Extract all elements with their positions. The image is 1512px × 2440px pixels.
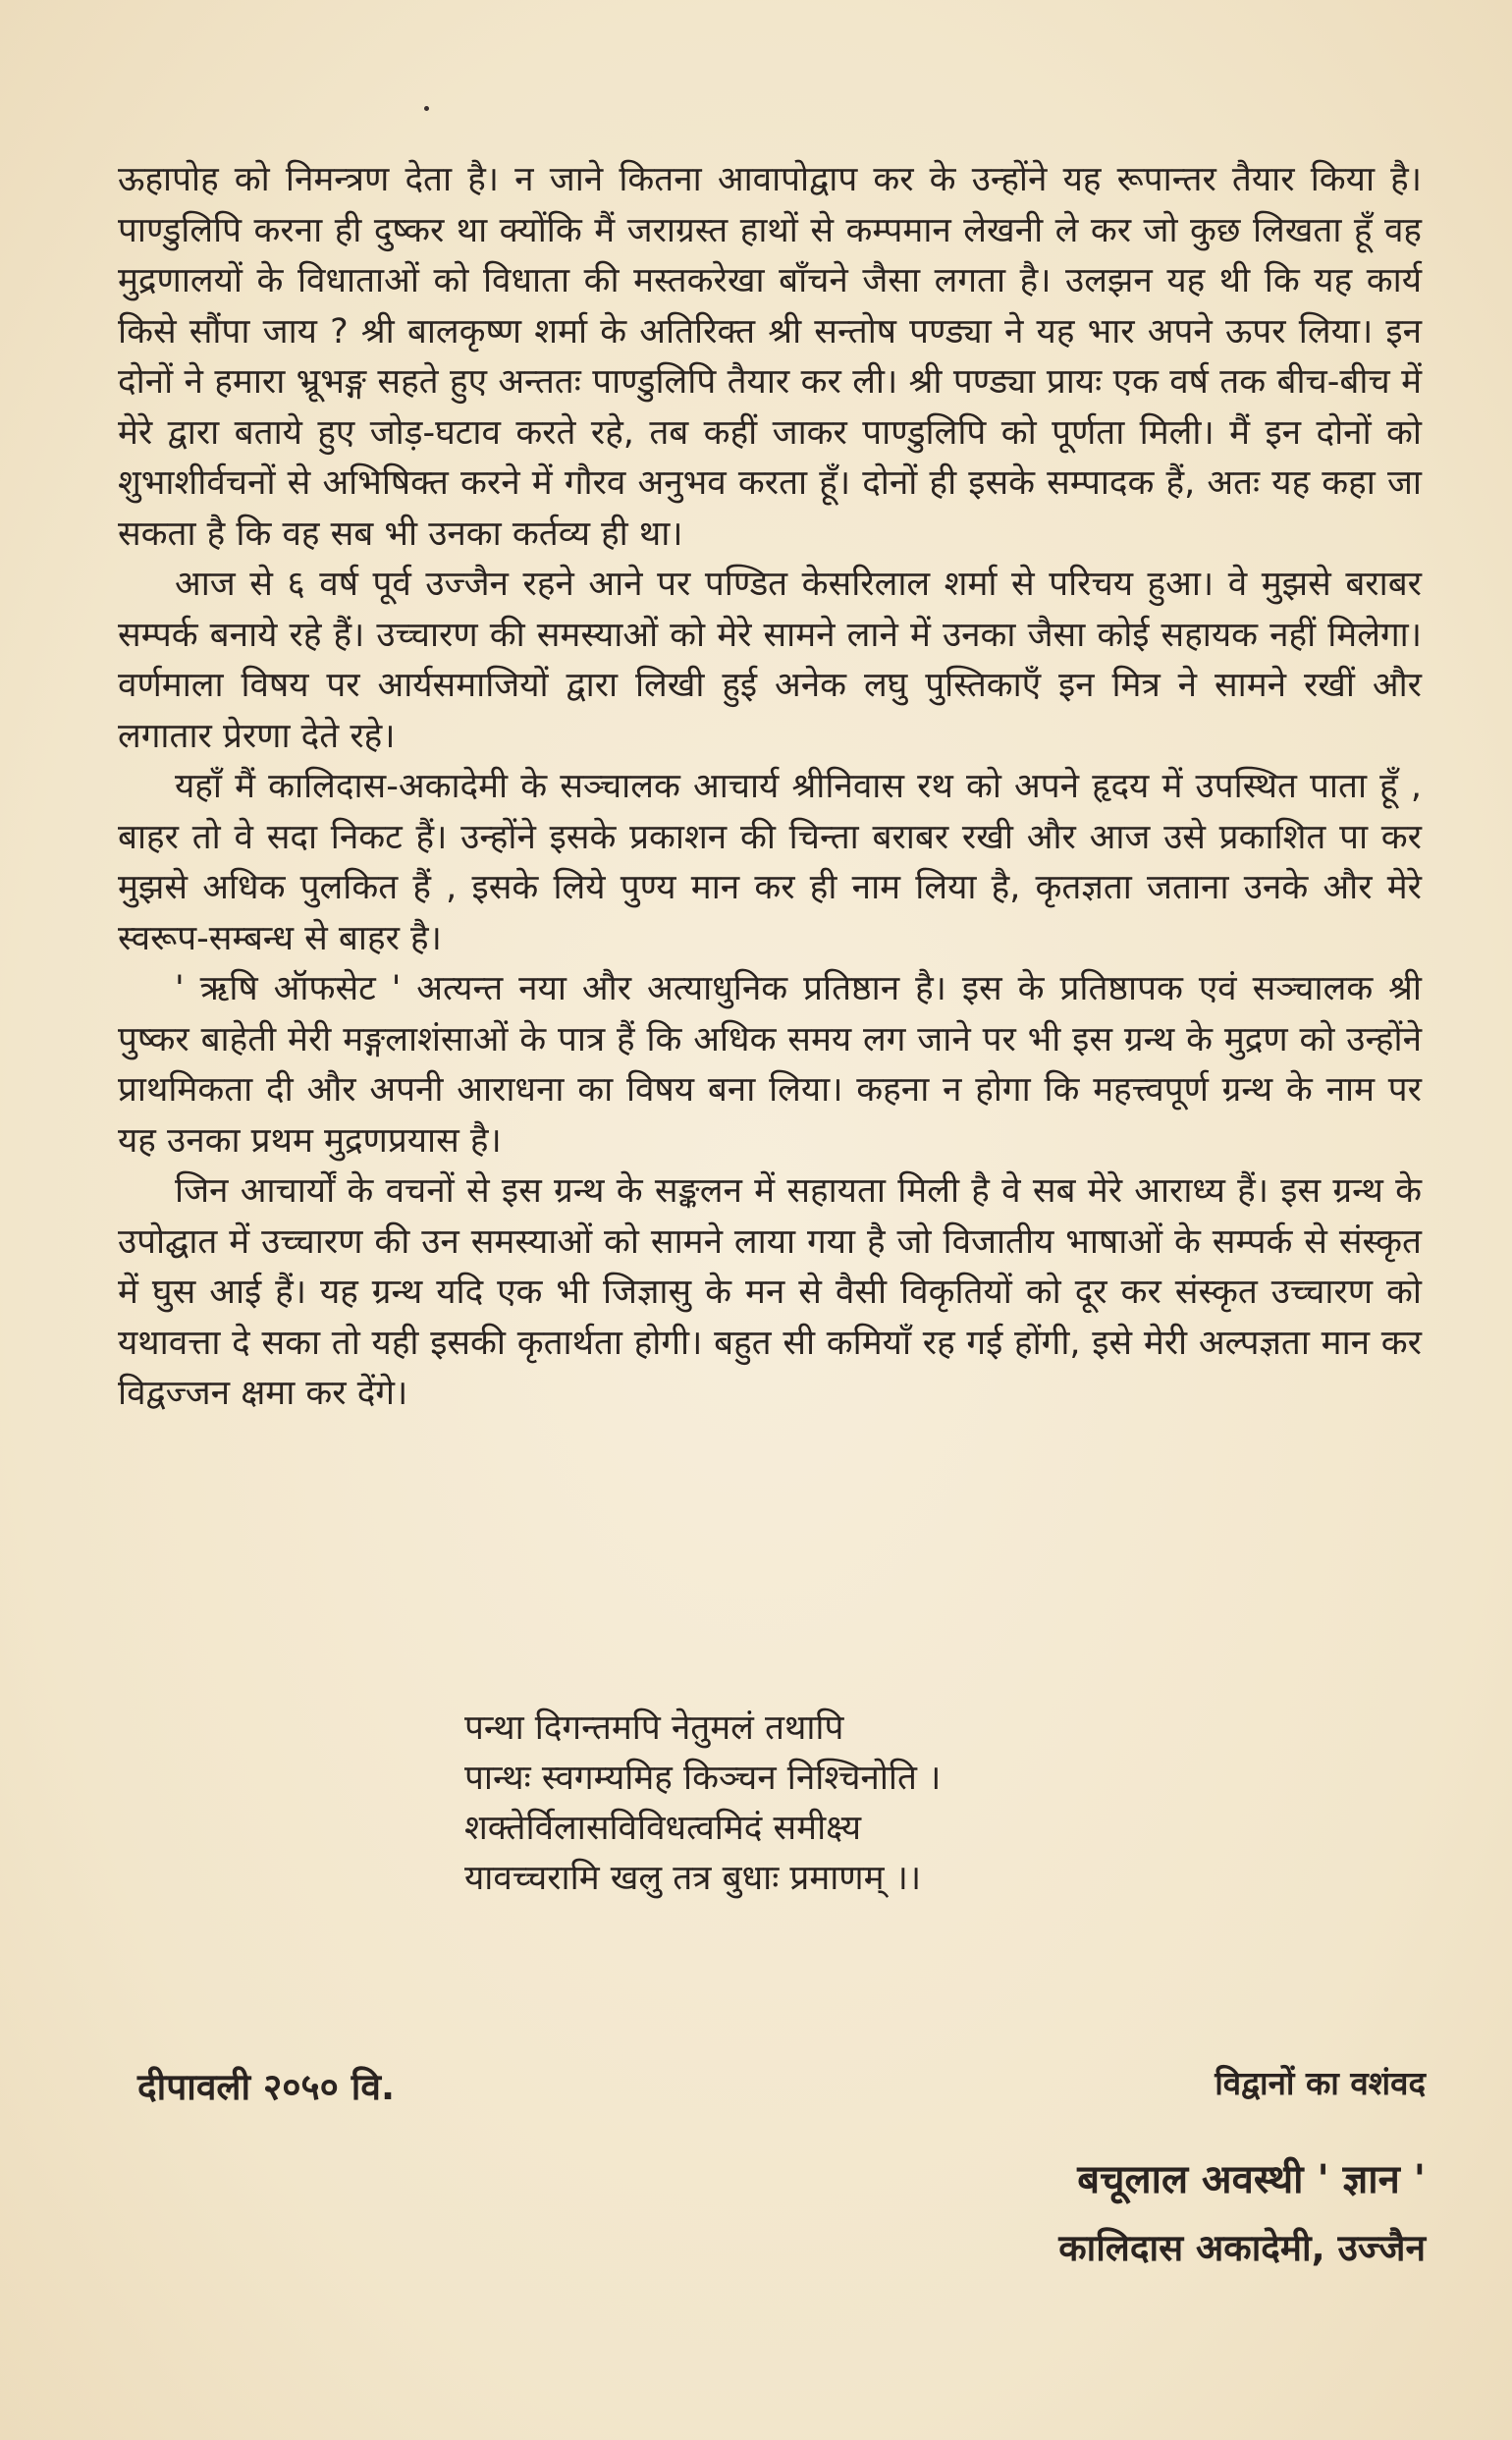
verse-line-4: यावच्चरामि खलु तत्र बुधाः प्रमाणम् ।।	[464, 1859, 922, 1898]
paragraph-2: आज से ६ वर्ष पूर्व उज्जैन रहने आने पर पण्डित केसरिलाल शर्मा से परिचय हुआ। वे मुझसे बराबर सम्पर्क बनाये रहे हैं। उच्चारण की समस्याओं को मेरे सामने लाने में उनका जैसा कोई सहायक नहीं मिलेगा। वर्णमाला विषय पर आर्यसमाजियों द्वारा लिखी हुई अनेक लघु पुस्तिकाएँ इन मित्र ने सामने रखीं और लगातार प्रेरणा देते रहे।	[118, 565, 1422, 756]
paragraph-5: जिन आचार्यों के वचनों से इस ग्रन्थ के सङ्कलन में सहायता मिली है वे सब मेरे आराध्य हैं। इस ग्रन्थ के उपोद्घात में उच्चारण की उन समस्याओं को सामने लाया गया है जो विजातीय भाषाओं के सम्पर्क से संस्कृत में घुस आई हैं। यह ग्रन्थ यदि एक भी जिज्ञासु के मन से वैसी विकृतियों को दूर कर संस्कृत उच्चारण को यथावत्ता दे सका तो यही इसकी कृतार्थता होगी। बहुत सी कमियाँ रह गई होंगी, इसे मेरी अल्पज्ञता मान कर विद्वज्जन क्षमा कर देंगे।	[118, 1171, 1422, 1413]
body-text	[118, 155, 1422, 1420]
verse-line-3: शक्तेर्विलासविविधत्वमिदं समीक्ष्य	[464, 1809, 862, 1848]
signoff-text: विद्वानों का वशंवद	[1215, 2064, 1426, 2102]
paragraph-1: ऊहापोह को निमन्त्रण देता है। न जाने कितना आवापोद्वाप कर के उन्होंने यह रूपान्तर तैयार किया है। पाण्डुलिपि करना ही दुष्कर था क्योंकि मैं जराग्रस्त हाथों से कम्पमान लेखनी ले कर जो कुछ लिखता हूँ वह मुद्रणालयों के विधाताओं को विधाता की मस्तकरेखा बाँचने जैसा लगता है। उलझन यह थी कि यह कार्य किसे सौंपा जाय ? श्री बालकृष्ण शर्मा के अतिरिक्त श्री सन्तोष पण्ड्या ने यह भार अपने ऊपर लिया। इन दोनों ने हमारा भ्रूभङ्ग सहते हुए अन्ततः पाण्डुलिपि तैयार कर ली। श्री पण्ड्या प्रायः एक वर्ष तक बीच-बीच में मेरे द्वारा बताये हुए जोड़-घटाव करते रहे, तब कहीं जाकर पाण्डुलिपि को पूर्णता मिली। मैं इन दोनों को शुभाशीर्वचनों से अभिषिक्त करने में गौरव अनुभव करता हूँ। दोनों ही इसके सम्पादक हैं, अतः यह कहा जा सकता है कि वह सब भी उनका कर्तव्य ही था।	[118, 160, 1422, 554]
sanskrit-verse	[464, 1704, 941, 1904]
paragraph-3: यहाँ मैं कालिदास-अकादेमी के सञ्चालक आचार्य श्रीनिवास रथ को अपने हृदय में उपस्थित पाता हूँ , बाहर तो वे सदा निकट हैं। उन्होंने इसके प्रकाशन की चिन्ता बराबर रखी और आज उसे प्रकाशित पा कर मुझसे अधिक पुलकित हैं , इसके लिये पुण्य मान कर ही नाम लिया है, कृतज्ञता जताना उनके और मेरे स्वरूप-सम्बन्ध से बाहर है।	[118, 767, 1422, 958]
paragraph-4: ' ऋषि ऑफसेट ' अत्यन्त नया और अत्याधुनिक प्रतिष्ठान है। इस के प्रतिष्ठापक एवं सञ्चालक श्री पुष्कर बाहेती मेरी मङ्गलाशंसाओं के पात्र हैं कि अधिक समय लग जाने पर भी इस ग्रन्थ के मुद्रण को उन्होंने प्राथमिकता दी और अपनी आराधना का विषय बना लिया। कहना न होगा कि महत्त्वपूर्ण ग्रन्थ के नाम पर यह उनका प्रथम मुद्रणप्रयास है।	[118, 969, 1422, 1161]
author-institution: कालिदास अकादेमी, उज्जैन	[1058, 2227, 1426, 2269]
date-line: दीपावली २०५० वि.	[137, 2066, 396, 2108]
author-name: बचूलाल अवस्थी ' ज्ञान '	[1077, 2157, 1426, 2202]
page-mark	[424, 106, 429, 111]
verse-line-2: पान्थः स्वगम्यमिह किञ्चन निश्चिनोति ।	[464, 1759, 942, 1798]
verse-line-1: पन्था दिगन्तमपि नेतुमलं तथापि	[464, 1708, 844, 1748]
